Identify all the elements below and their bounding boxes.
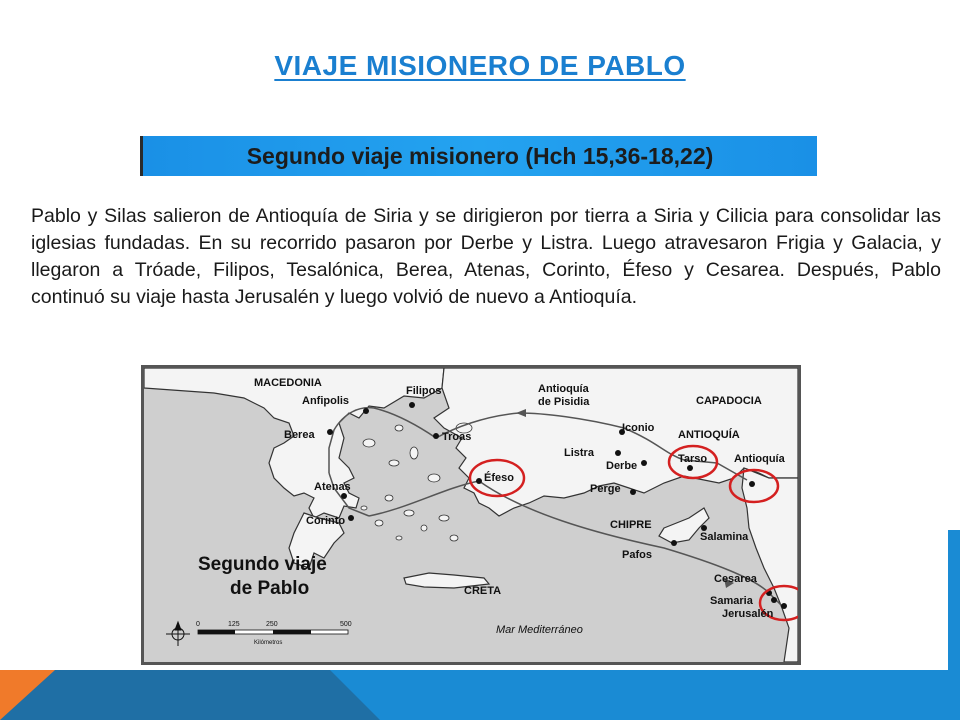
city-antioquia: Antioquía xyxy=(734,453,785,465)
city-troas: Troas xyxy=(442,431,472,443)
subtitle-text: Segundo viaje misionero (Hch 15,36-18,22) xyxy=(246,142,714,169)
map-caption-line2: de Pablo xyxy=(230,578,310,599)
city-jerusalen: Jerusalén xyxy=(722,608,774,620)
city-berea: Berea xyxy=(284,429,315,441)
city-salamina: Salamina xyxy=(700,531,749,543)
sea-label: Mar Mediterráneo xyxy=(496,624,583,636)
map-canvas xyxy=(144,368,798,662)
description-paragraph: Pablo y Silas salieron de Antioquía de Siria y se dirigieron por tierra a Siria y Cilicia para consolidar las iglesias fundadas. En su recorrido pasaron por Derbe y Listra. Luego atravesaron Frigia y Galacia, y llegaron a Tróade, Filipos, Tesalónica, Berea, Atenas, Corinto, Éfeso y Cesarea. Después, Pablo continuó su viaje hasta Jerusalén y luego volvió de nuevo a Antioquía. xyxy=(31,205,941,308)
city-derbe: Derbe xyxy=(606,460,638,472)
subtitle-banner xyxy=(140,136,817,176)
scale-unit: Kilómetros xyxy=(254,640,283,646)
scale-tick-125: 125 xyxy=(228,621,240,628)
city-antioquia-pisidia-1: Antioquía xyxy=(538,383,589,395)
city-cesarea: Cesarea xyxy=(714,573,757,585)
city-samaria: Samaria xyxy=(710,595,753,607)
scale-tick-500: 500 xyxy=(340,621,352,628)
region-chipre: CHIPRE xyxy=(610,519,652,531)
side-accent-bar xyxy=(948,530,960,670)
scale-tick-0: 0 xyxy=(196,621,200,628)
footer-dark-band xyxy=(0,670,380,720)
city-anfipolis: Anfipolis xyxy=(302,395,350,407)
city-antioquia-pisidia-2: de Pisidia xyxy=(538,396,590,408)
city-iconio: Iconio xyxy=(622,422,655,434)
map-caption-line1: Segundo viaje xyxy=(198,554,327,575)
region-capadocia: CAPADOCIA xyxy=(696,395,762,407)
scale-tick-250: 250 xyxy=(266,621,278,628)
city-listra: Listra xyxy=(564,447,594,459)
scale-bar xyxy=(198,630,348,634)
slide-title: VIAJE MISIONERO DE PABLO xyxy=(274,50,686,81)
city-perge: Perge xyxy=(590,483,621,495)
city-tarso: Tarso xyxy=(678,453,708,465)
city-pafos: Pafos xyxy=(622,549,652,561)
city-filipos: Filipos xyxy=(406,385,442,397)
city-atenas: Atenas xyxy=(314,481,351,493)
region-macedonia: MACEDONIA xyxy=(254,377,322,389)
region-creta: CRETA xyxy=(464,585,502,597)
region-antioquia: ANTIOQUÍA xyxy=(678,429,740,441)
city-efeso: Éfeso xyxy=(484,472,514,484)
journey-map xyxy=(141,365,801,665)
city-corinto: Corinto xyxy=(306,515,346,527)
